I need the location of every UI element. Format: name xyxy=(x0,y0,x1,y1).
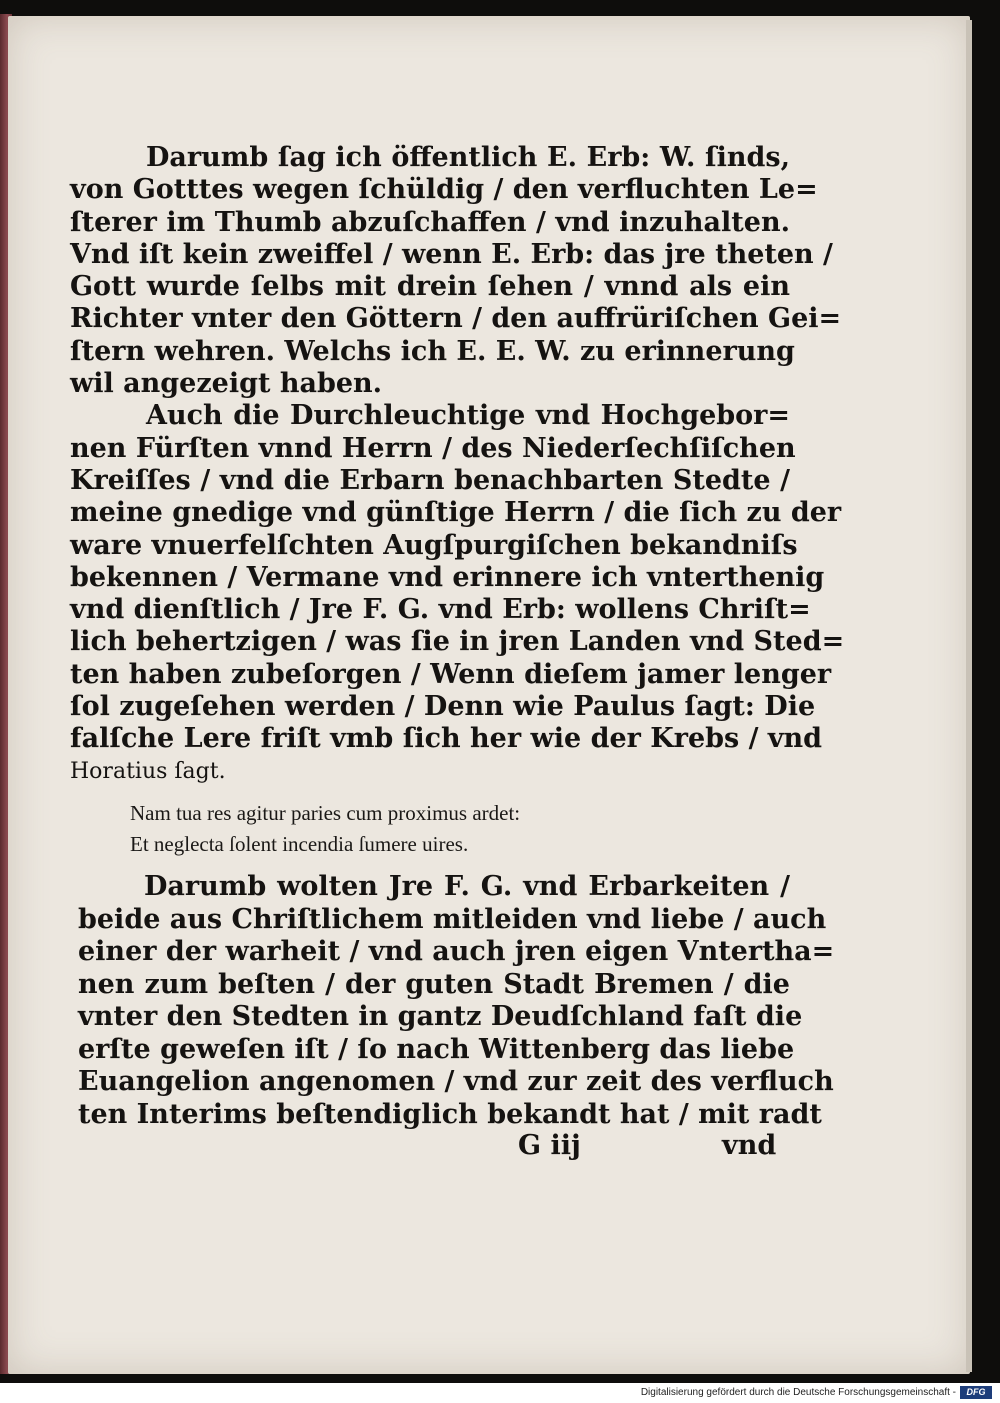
text-line: Richter vnter den Göttern / den auffrüriſchen Gei= xyxy=(70,303,842,335)
text-line: lich behertzigen / was ſie in jren Landen vnd Sted= xyxy=(70,626,845,658)
text-line: ware vnuerfelſchten Augſpurgiſchen bekandniſs xyxy=(70,529,798,561)
text-line: ten Interims beſtendiglich bekandt hat / mit radt xyxy=(78,1098,822,1130)
text-line: wil angezeigt haben. xyxy=(70,368,383,400)
text-line: Kreiſſes / vnd die Erbarn benachbarten Stedte / xyxy=(70,464,790,496)
text-line: ſol zugeſehen werden / Denn wie Paulus ſagt: Die xyxy=(70,691,816,723)
catchword: vnd xyxy=(722,1130,777,1161)
paragraph-1-and-2 xyxy=(70,142,845,788)
text-line: von Gotttes wegen ſchüldig / den verfluchten Le= xyxy=(70,174,818,206)
text-line: Darumb ſag ich öffentlich E. Erb: W. ſinds, xyxy=(146,142,790,173)
text-line: ſtern wehren. Welchs ich E. E. W. zu erinnerung xyxy=(70,335,795,367)
text-line: nen Fürſten vnnd Herrn / des Niederſechſiſchen xyxy=(70,432,796,464)
text-line: bekennen / Vermane vnd erinnere ich vnterthenig xyxy=(70,561,825,593)
text-line: meine gnedige vnd günſtige Herrn / die ſich zu der xyxy=(70,497,842,529)
text-line: vnd dienſtlich / Jre F. G. vnd Erb: wollens Chriſt= xyxy=(70,594,811,626)
text-line: nen zum beſten / der guten Stadt Bremen / die xyxy=(78,968,790,1000)
paragraph-3 xyxy=(78,871,835,1131)
text-line: vnter den Stedten in gantz Deudſchland faſt die xyxy=(78,1001,803,1032)
footer-credit: Digitalisierung gefördert durch die Deutsche Forschungsgemeinschaft - xyxy=(640,1387,956,1398)
latin-quote xyxy=(130,798,750,860)
text-line: falſche Lere friſt vmb ſich her wie der Krebs / vnd xyxy=(70,723,823,755)
text-line: Gott wurde ſelbs mit drein ſehen / vnnd als ein xyxy=(70,271,790,303)
text-line: Darumb wolten Jre F. G. vnd Erbarkeiten / xyxy=(144,871,790,902)
text-line: erſte geweſen iſt / ſo nach Wittenberg das liebe xyxy=(78,1033,795,1065)
latin-quote-line: Nam tua res agitur paries cum proximus ardet: xyxy=(130,801,521,825)
signature-mark: G iij xyxy=(518,1130,581,1161)
text-line: einer der warheit / vnd auch jren eigen Vntertha= xyxy=(78,936,835,967)
text-line: ſterer im Thumb abzuſchaffen / vnd inzuhalten. xyxy=(70,206,790,238)
page-right-edge xyxy=(966,20,972,1372)
text-line: Auch die Durchleuchtige vnd Hochgebor= xyxy=(146,400,790,432)
text-line: Vnd iſt kein zweiffel / wenn E. Erb: das jre theten / xyxy=(70,238,833,270)
text-line: beide aus Chriſtlichem mitleiden vnd liebe / auch xyxy=(78,903,827,935)
text-line: Euangelion angenomen / vnd zur zeit des verfluch xyxy=(78,1066,834,1097)
text-line: ten haben zubeſorgen / Wenn dieſem jamer lenger xyxy=(70,658,832,690)
horatius-line: Horatius ſagt. xyxy=(70,758,226,784)
dfg-logo-icon[interactable]: DFG xyxy=(960,1386,992,1399)
latin-quote-line: Et neglecta ſolent incendia ſumere uires. xyxy=(130,832,469,856)
